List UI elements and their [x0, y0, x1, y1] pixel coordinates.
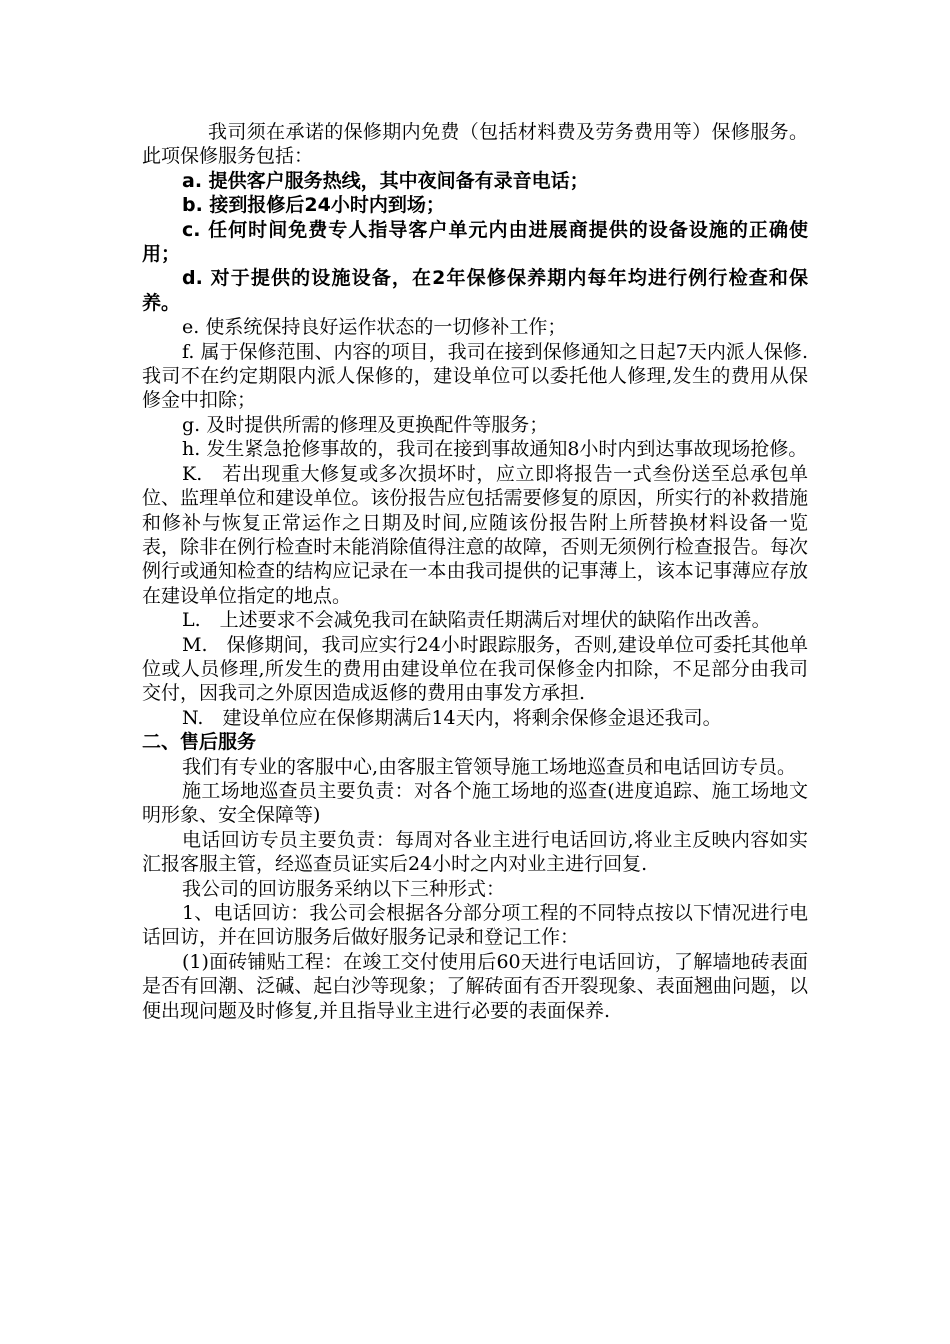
paragraph-phone-visit: 1、电话回访：我公司会根据各分部分项工程的不同特点按以下情况进行电话回访，并在回访服务后做好服务记录和登记工作：: [142, 902, 808, 949]
list-item-d: d. 对于提供的设施设备，在2年保修保养期内每年均进行例行检查和保养。: [142, 267, 808, 314]
list-item-e: e. 使系统保持良好运作状态的一切修补工作；: [182, 316, 567, 339]
list-item-n: N. 建设单位应在保修期满后14天内，将剩余保修金退还我司。: [182, 706, 722, 729]
list-item-h: h. 发生紧急抢修事故的，我司在接到事故通知8小时内到达事故现场抢修。: [182, 438, 808, 461]
list-item-f: f. 属于保修范围、内容的项目，我司在接到保修通知之日起7天内派人保修.我司不在约定期限内派人保修的，建设单位可以委托他人修理,发生的费用从保修金中扣除；: [142, 340, 808, 412]
list-item-b: b. 接到报修后24小时内到场；: [182, 194, 445, 217]
paragraph-tile-work: (1)面砖铺贴工程：在竣工交付使用后60天进行电话回访，了解墙地砖表面是否有回潮、泛碱、起白沙等现象；了解砖面有否开裂现象、表面翘曲问题，以便出现问题及时修复,并且指导业主进行必要的表面保养.: [142, 950, 808, 1022]
list-item-a: a. 提供客户服务热线，其中夜间备有录音电话；: [182, 169, 589, 192]
document-page: [142, 120, 808, 1023]
list-item-c: c. 任何时间免费专人指导客户单元内由进展商提供的设备设施的正确使用；: [142, 218, 808, 266]
paragraph-phone-specialist: 电话回访专员主要负责：每周对各业主进行电话回访,将业主反映内容如实汇报客服主管，经巡查员证实后24小时之内对业主进行回复.: [142, 828, 808, 876]
list-item-k: K. 若出现重大修复或多次损坏时，应立即将报告一式叁份送至总承包单位、监理单位和建设单位。该份报告应包括需要修复的原因，所实行的补救措施和修补与恢复正常运作之日期及时间,应随该份报告附上所替换材料设备一览表，除非在例行检查时未能消除值得注意的故障，否则无须例行检查报告。每次例行或通知检查的结构应记录在一本由我司提供的记事薄上，该本记事薄应存放在建设单位指定的地点。: [142, 462, 808, 607]
list-item-l: L. 上述要求不会减免我司在缺陷责任期满后对埋伏的缺陷作出改善。: [182, 609, 771, 632]
list-item-g: g. 及时提供所需的修理及更换配件等服务；: [182, 413, 549, 436]
list-item-m: M. 保修期间，我司应实行24小时跟踪服务，否则,建设单位可委托其他单位或人员修理,所发生的费用由建设单位在我司保修金内扣除，不足部分由我司交付，因我司之外原因造成返修的费用由事发方承担.: [142, 633, 808, 705]
section-heading-after-sales: 二、售后服务: [142, 731, 257, 754]
paragraph-warranty-intro: 我司须在承诺的保修期内免费（包括材料费及劳务费用等）保修服务。此项保修服务包括：: [142, 121, 808, 168]
paragraph-visit-forms: 我公司的回访服务采纳以下三种形式：: [182, 877, 506, 900]
paragraph-site-inspector: 施工场地巡查员主要负责：对各个施工场地的巡查(进度追踪、施工场地文明形象、安全保障等): [142, 779, 808, 827]
paragraph-service-center: 我们有专业的客服中心,由客服主管领导施工场地巡查员和电话回访专员。: [182, 755, 797, 778]
